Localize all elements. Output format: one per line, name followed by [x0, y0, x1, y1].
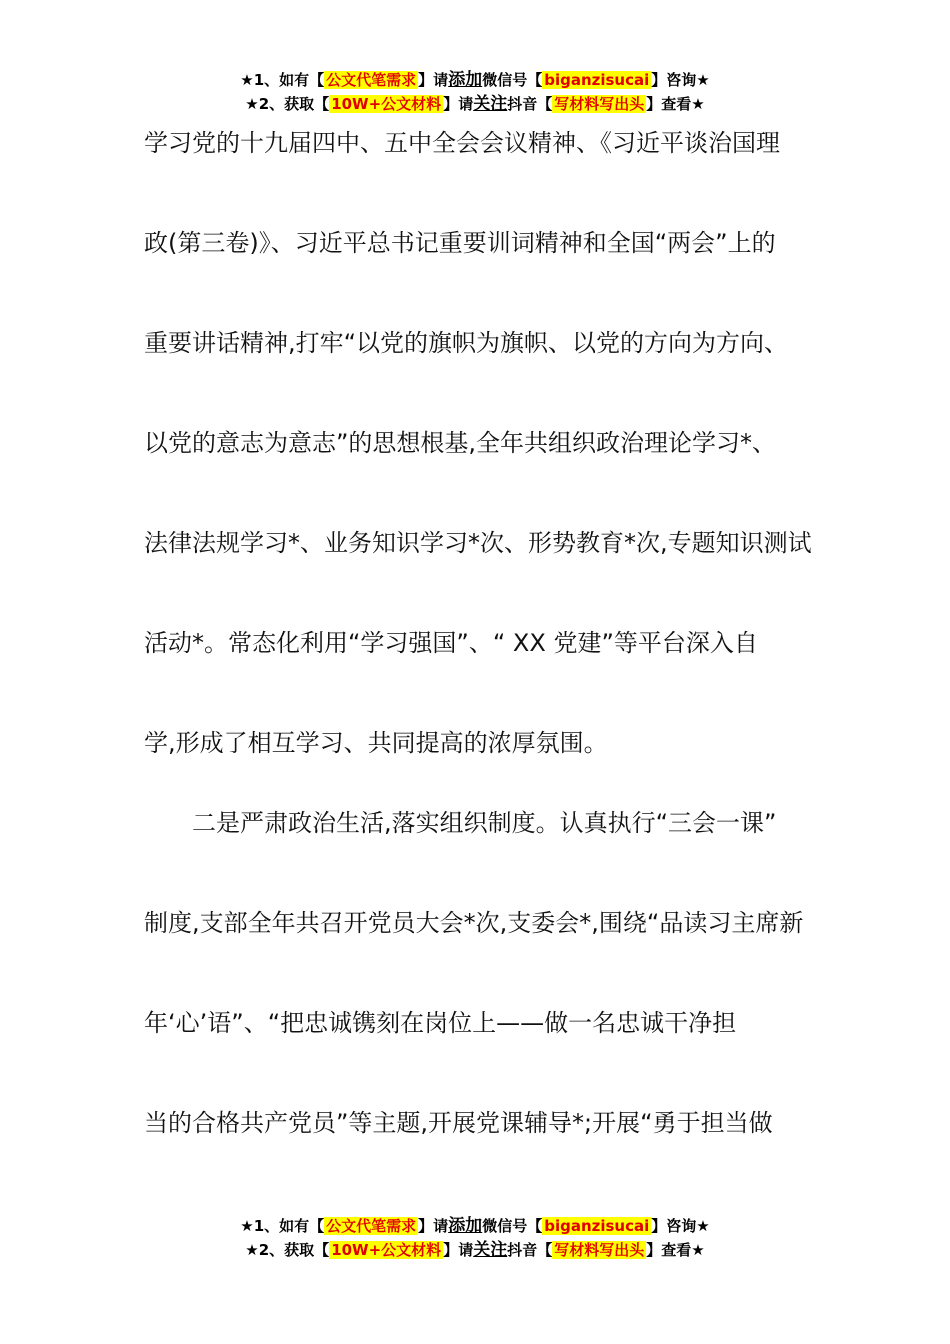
highlight-wechat-id: biganzisucai — [544, 1217, 650, 1235]
body-line: 以党的意志为意志”的思想根基,全年共组织政治理论学习*、 — [144, 429, 777, 457]
body-line: 学,形成了相互学习、共同提高的浓厚氛围。 — [144, 729, 608, 757]
body-line: 年‘心’语”、“把忠诚镌刻在岗位上——做一名忠诚干净担 — [144, 1009, 737, 1037]
header-line-1: ★1、如有【 公文代笔需求 】请添加微信号【 biganzisucai 】咨询★ — [240, 70, 710, 90]
header-banner — [0, 68, 950, 116]
highlight-service: 公文代笔需求 — [326, 1217, 417, 1235]
body-line: 法律法规学习*、业务知识学习*次、形势教育*次,专题知识测试 — [144, 529, 812, 557]
footer-banner — [0, 1214, 950, 1262]
highlight-wechat-id: biganzisucai — [544, 71, 650, 89]
body-line: 活动*。常态化利用“学习强国”、“ XX 党建”等平台深入自 — [144, 629, 758, 657]
star-icon: ★ — [245, 1241, 259, 1259]
highlight-service: 公文代笔需求 — [326, 71, 417, 89]
body-line: 政(第三卷)》、习近平总书记重要训词精神和全国“两会”上的 — [144, 229, 776, 257]
body-line: 重要讲话精神,打牢“以党的旗帜为旗帜、以党的方向为方向、 — [144, 329, 789, 357]
body-line: 学习党的十九届四中、五中全会会议精神、《习近平谈治国理 — [144, 129, 780, 157]
body-line: 当的合格共产党员”等主题,开展党课辅导*;开展“勇于担当做 — [144, 1109, 773, 1137]
highlight-materials: 10W+公文材料 — [331, 1241, 442, 1259]
footer-line-1: ★1、如有【 公文代笔需求 】请添加微信号【 biganzisucai 】咨询★ — [240, 1216, 710, 1236]
footer-line-2: ★2、获取【 10W+公文材料 】请关注抖音【 写材料写出头 】查看★ — [245, 1240, 705, 1260]
highlight-douyin-account: 写材料写出头 — [554, 1241, 645, 1259]
star-icon: ★ — [240, 71, 254, 89]
paragraph-start-line: 二是严肃政治生活,落实组织制度。认真执行“三会一课” — [192, 809, 777, 837]
body-line: 制度,支部全年共召开党员大会*次,支委会*,围绕“品读习主席新 — [144, 909, 804, 937]
header-line-2: ★2、获取【 10W+公文材料 】请关注抖音【 写材料写出头 】查看★ — [245, 94, 705, 114]
highlight-materials: 10W+公文材料 — [331, 95, 442, 113]
star-icon: ★ — [240, 1217, 254, 1235]
highlight-douyin-account: 写材料写出头 — [554, 95, 645, 113]
star-icon: ★ — [245, 95, 259, 113]
